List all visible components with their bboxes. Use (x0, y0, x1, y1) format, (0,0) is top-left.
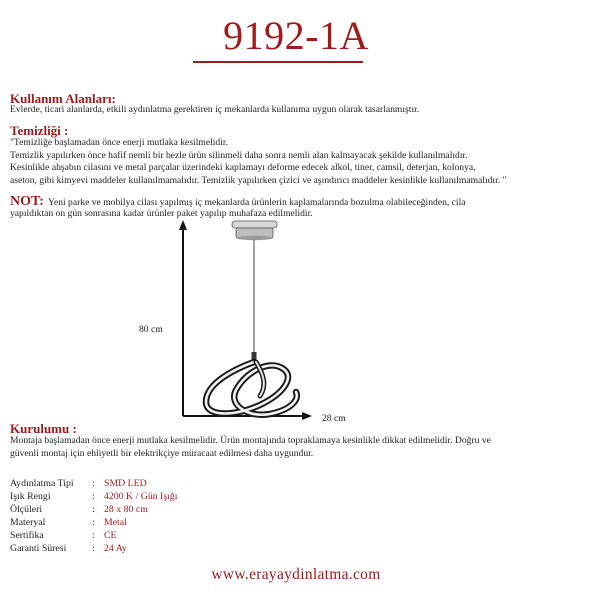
spec-label: Materyal (10, 517, 46, 528)
spec-label: Aydınlatma Tipi (10, 478, 74, 489)
installation-text (10, 435, 491, 460)
ceiling-canopy-icon (232, 221, 277, 240)
spec-colon: : (92, 491, 95, 502)
width-arrow-right-icon (302, 412, 312, 420)
led-ring-fixture-icon (206, 362, 297, 415)
note-label: NOT: (10, 194, 44, 209)
spec-row (10, 543, 127, 555)
spec-value: 4200 K / Gün Işığı (104, 491, 178, 502)
installation-line: güvenli montaj için ehliyetli bir elektrikçiye müracaat edilmesi daha uygundur. (10, 447, 314, 459)
spec-colon: : (92, 543, 95, 554)
spec-value: CE (104, 530, 117, 541)
spec-label: Sertifika (10, 530, 44, 541)
spec-row (10, 478, 147, 490)
height-dimension-label: 80 cm (139, 324, 163, 335)
product-code-title: 9192-1A (223, 13, 369, 58)
installation-line: Montaja başlamadan önce enerji mutlaka kesilmelidir. Ürün montajında topraklamaya kesinlikle dikkat edilmelidir. Doğru ve (10, 435, 491, 446)
spec-row (10, 491, 177, 503)
height-arrow-top-icon (179, 220, 187, 230)
cleaning-line: "Temizliğe başlamadan önce enerji mutlaka kesilmelidir. (10, 137, 228, 148)
website-link[interactable]: www.erayaydinlatma.com (211, 566, 381, 583)
spec-row (10, 530, 117, 542)
cleaning-line: Temizlik yapılırken önce hafif nemli bir bezle ürün silinmeli daha sonra nemli alan kalmayacak şekilde kullanılmalıdır. (10, 149, 468, 161)
spec-value: SMD LED (104, 478, 147, 489)
cleaning-line: aseton, gibi kimyevi maddeler kullanılmamalıdır. Temizlik yapılırken çizici ve aşındırıcı maddeler kesinlikle kullanılmamalıdır. " (10, 174, 507, 186)
spec-row (10, 504, 148, 516)
spec-colon: : (92, 517, 95, 528)
spec-colon: : (92, 478, 95, 489)
width-dimension-label: 28 cm (322, 413, 346, 424)
usage-text: Evlerde, ticari alanlarda, etkili aydınlatma gerektiren iç mekanlarda kullanıma uygun olarak tasarlanmıştır. (10, 104, 420, 115)
spec-label: Işık Rengi (10, 491, 51, 502)
spec-colon: : (92, 530, 95, 541)
spec-colon: : (92, 504, 95, 515)
note-line-2: yapıldıktan on gün sonrasına kadar ürünler paket yapılıp muhafaza edilmelidir. (10, 208, 313, 219)
spec-value: Metal (104, 517, 127, 528)
spec-label: Garanti Süresi (10, 543, 67, 554)
note-line-1: Yeni parke ve mobilya cilası yapılmış iç mekanlarda ürünlerin kaplamalarında bozulma olabileceğinden, cila (47, 197, 466, 208)
spec-label: Ölçüleri (10, 504, 43, 515)
installation-heading: Kurulumu : (10, 421, 77, 436)
cleaning-heading: Temizliği : (10, 123, 69, 138)
spec-value: 24 Ay (104, 543, 127, 554)
usage-heading: Kullanım Alanları: (10, 91, 116, 106)
cleaning-line: Kesinlikle ahşabın cilasını ve metal parçalar üzerindeki kaplamayı deforme edecek alkol, tiner, camsil, deterjan, kolonya, (10, 162, 476, 174)
spec-row (10, 517, 127, 529)
spec-value: 28 x 80 cm (104, 504, 148, 515)
